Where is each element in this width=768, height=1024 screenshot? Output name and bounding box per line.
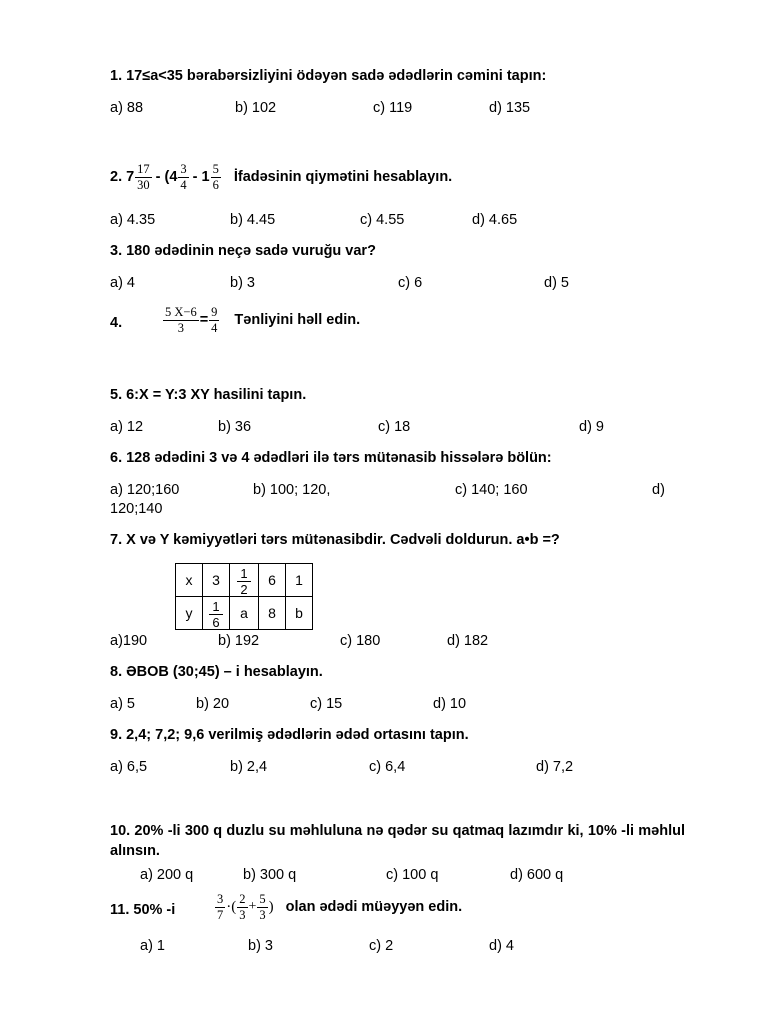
q2-fraction-2: $\frac{3}{4}$ <box>180 162 187 192</box>
q7-option-d: d) 182 <box>447 633 489 649</box>
table-row <box>176 597 313 630</box>
q6-option-a: a) 120;160 <box>110 482 180 498</box>
q10-option-d: d) 600 q <box>510 867 564 883</box>
question-5: 5. 6:X = Y:3 XY hasilini tapın. <box>110 387 307 403</box>
q7-option-c: c) 180 <box>340 633 381 649</box>
table-cell: a <box>230 597 259 630</box>
q7-table <box>175 563 313 630</box>
q1-option-b: b) 102 <box>235 100 277 116</box>
q2-fraction-1: $\frac{17}{30}$ <box>137 162 150 192</box>
q4-equation <box>162 306 360 334</box>
q8-option-d: d) 10 <box>433 696 467 712</box>
q3-option-b: b) 3 <box>230 275 255 291</box>
q10-option-b: b) 300 q <box>243 867 297 883</box>
q9-option-a: a) 6,5 <box>110 759 148 775</box>
q2-whole-1: 7 <box>126 169 135 185</box>
q2-option-b: b) 4.45 <box>230 212 276 228</box>
q1-option-c: c) 119 <box>373 100 413 116</box>
q11-plus: + <box>248 899 257 914</box>
q2-minus-open: - (4 <box>155 169 178 185</box>
q11-close: ) <box>268 898 274 915</box>
q8-option-a: a) 5 <box>110 696 135 712</box>
question-6: 6. 128 ədədini 3 və 4 ədədləri ilə tərs mütənasib hissələrə bölün: <box>110 450 552 466</box>
q11-option-c: c) 2 <box>369 938 394 954</box>
q4-text: Tənliyini həll edin. <box>234 312 361 328</box>
q2-text: İfadəsinin qiymətini hesablayın. <box>233 169 453 185</box>
q10-option-c: c) 100 q <box>386 867 439 883</box>
q2-option-a: a) 4.35 <box>110 212 156 228</box>
q11-dot-open: ·( <box>226 898 237 915</box>
q6-option-c: c) 140; 160 <box>455 482 528 498</box>
q5-option-c: c) 18 <box>378 419 411 435</box>
q11-expression <box>214 893 462 921</box>
q2-fraction-3: $\frac{5}{6}$ <box>212 162 219 192</box>
q4-equals: = <box>199 312 209 328</box>
table-cell: 1 <box>286 564 313 597</box>
q6-option-d-value: 120;140 <box>110 501 163 517</box>
q8-option-b: b) 20 <box>196 696 230 712</box>
q11-fraction-2: $\frac{2}{3}$ <box>239 892 246 922</box>
q1-option-a: a) 88 <box>110 100 144 116</box>
question-1: 1. 17≤a<35 bərabərsizliyini ödəyən sadə ədədlərin cəmini tapın: <box>110 68 547 84</box>
table-cell: x <box>176 564 203 597</box>
q3-option-a: a) 4 <box>110 275 135 291</box>
q9-option-b: b) 2,4 <box>230 759 268 775</box>
q11-option-d: d) 4 <box>489 938 514 954</box>
q11-number: 11. 50% -i <box>110 902 176 918</box>
q3-option-c: c) 6 <box>398 275 423 291</box>
question-7: 7. X və Y kəmiyyətləri tərs mütənasibdir. Cədvəli doldurun. a•b =? <box>110 532 560 548</box>
q4-lhs-fraction: $\frac{5 X-6}{3}$ <box>165 305 197 335</box>
q4-rhs-fraction: $\frac{9}{4}$ <box>211 305 218 335</box>
q11-fraction-1: $\frac{3}{7}$ <box>217 892 224 922</box>
table-cell: y <box>176 597 203 630</box>
q9-option-c: c) 6,4 <box>369 759 406 775</box>
q8-option-c: c) 15 <box>310 696 343 712</box>
table-cell-fraction: $\frac{1}{2}$ <box>230 564 259 597</box>
q11-fraction-3: $\frac{5}{3}$ <box>259 892 266 922</box>
q7-option-b: b) 192 <box>218 633 260 649</box>
table-cell: 8 <box>259 597 286 630</box>
q5-option-b: b) 36 <box>218 419 252 435</box>
q9-option-d: d) 7,2 <box>536 759 574 775</box>
q2-number: 2. <box>110 169 123 185</box>
q4-number: 4. <box>110 315 123 331</box>
question-2 <box>110 163 452 191</box>
table-cell: b <box>286 597 313 630</box>
q7-option-a: a)190 <box>110 633 148 649</box>
q1-option-d: d) 135 <box>489 100 531 116</box>
table-row <box>176 564 313 597</box>
question-9: 9. 2,4; 7,2; 9,6 verilmiş ədədlərin ədəd ortasını tapın. <box>110 727 469 743</box>
q6-option-b: b) 100; 120, <box>253 482 331 498</box>
q3-option-d: d) 5 <box>544 275 569 291</box>
question-3: 3. 180 ədədinin neçə sadə vuruğu var? <box>110 243 376 259</box>
table-cell: 3 <box>203 564 230 597</box>
q2-option-c: c) 4.55 <box>360 212 405 228</box>
q2-option-d: d) 4.65 <box>472 212 518 228</box>
q11-text: olan ədədi müəyyən edin. <box>285 899 463 915</box>
q6-option-d: d) <box>652 482 665 498</box>
q11-option-b: b) 3 <box>248 938 273 954</box>
q2-minus-2: - 1 <box>192 169 210 185</box>
question-8: 8. ƏBOB (30;45) – i hesablayın. <box>110 664 323 680</box>
q10-option-a: a) 200 q <box>140 867 194 883</box>
table-cell-fraction: $\frac{1}{6}$ <box>203 597 230 630</box>
q5-option-d: d) 9 <box>579 419 604 435</box>
question-10: 10. 20% -li 300 q duzlu su məhluluna nə qədər su qatmaq lazımdır ki, 10% -li məhlul alınsın. <box>110 823 685 859</box>
q5-option-a: a) 12 <box>110 419 144 435</box>
q11-option-a: a) 1 <box>140 938 165 954</box>
table-cell: 6 <box>259 564 286 597</box>
